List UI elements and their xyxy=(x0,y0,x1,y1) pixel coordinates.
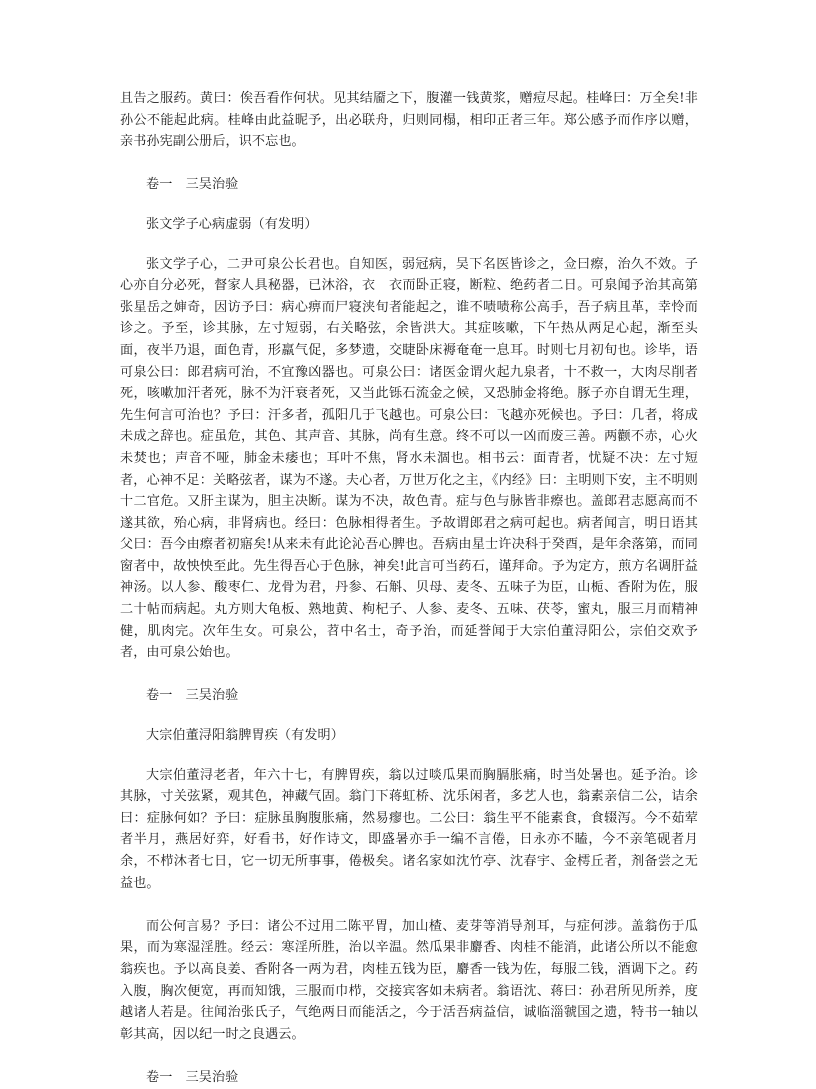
case-title: 张文学子心病虚弱（有发明） xyxy=(146,216,318,232)
body-paragraph: 张文学子心，二尹可泉公长君也。自知医，弱冠病，吴下名医皆诊之，佥曰瘵，治久不效。子心亦自分必死，督家人具秘器，已沐浴，衣 衣而卧正寝，断粒、绝药者二日。可泉闻予治其高第张星岳之婶奇，因访予曰：病心痹而尸寝浃旬者能起之，谁不啧啧称公高手，吾子病且革，幸怜而诊之。予至，诊其脉，左寸短弱，右关略弦，余皆洪大。其症咳嗽，下午热从两足心起，渐至头面，夜半乃退，面色青，形羸气促，多梦遗，交睫卧床褥奄奄一息耳。时则七月初旬也。诊毕，语可泉公曰：郎君病可治，不宜豫凶器也。可泉公曰：诸医金谓火起九泉者，十不救一，大肉尽削者死，咳嗽加汗者死，脉不为汗衰者死，又当此铄石流金之候，又恐肺金将绝。豚子亦自谓无生理，先生何言可治也？予曰：汗多者，孤阳几于飞越也。可泉公曰：飞越亦死候也。予曰：几者，将成未成之辞也。症虽危，其色、其声音、其脉，尚有生意。终不可以一凶而废三善。两颧不赤，心火未焚也；声音不哑，肺金未痿也；耳叶不焦，肾水未涸也。相书云：面青者，忧疑不决：左寸短者，心神不足：关略弦者，谋为不遂。夫心者，万世万化之主，《内经》曰：主明则下安，主不明则十二官危。又肝主谋为，胆主决断。谋为不决，故色青。症与色与脉皆非瘵也。盖郎君志愿高而不遂其欲，殆心病，非肾病也。经曰：色脉相得者生。予故谓郎君之病可起也。病者闻言，明日语其父曰：吾今由瘵者初寤矣!从来未有此论沁吾心脾也。吾病由星士许决科于癸酉，是年余落第，而同窗者中，故怏怏至此。先生得吾心于色脉，神矣!此言可当药石，谨拜命。予为定方，煎方名调肝益神汤。以人参、酸枣仁、龙骨为君，丹参、石斛、贝母、麦冬、五味子为臣，山栀、香附为佐，服二十帖而病起。丸方则大龟板、熟地黄、枸杞子、人参、麦冬、五味、茯苓，蜜丸，服三月而精神健，肌肉完。次年生女。可泉公，苕中名士，奇予治，而延誉闻于大宗伯董浔阳公，宗伯交欢予者，由可泉公始也。 xyxy=(120,256,698,661)
body-paragraph: 且告之服药。黄曰：俟吾看作何状。见其结靥之下，腹灌一钱黄浆，赠痘尽起。桂峰曰：万全矣!非孙公不能起此病。桂峰由此益昵予，出必联舟，归则同榻，相印正者三年。郑公感予而作序以赠，亲书孙宪副公册后，识不忘也。 xyxy=(120,91,698,150)
body-paragraph: 大宗伯董浔老者，年六十七，有脾胃疾，翁以过啖瓜果而胸膈胀痛，时当处暑也。延予治。诊其脉，寸关弦紧，观其色，神藏气固。翁门下蒋虹桥、沈乐闲者，多艺人也，翁素亲信二公，诘余曰：症脉何如？予曰：症脉虽胸腹胀痛，然易瘳也。二公曰：翁生平不能素食，食辍泻。今不茹荤者半月，燕居好弈，好看书，好作诗文，即盛暑亦手一编不言倦，日永亦不瞌，今不亲笔砚者月余，不栉沐者七日，它一切无所事事，倦极矣。诸名家如沈竹亭、沈春宇、金樗丘者，剂备尝之无益也。 xyxy=(120,767,698,891)
case-title: 大宗伯董浔阳翁脾胃疾（有发明） xyxy=(146,728,344,744)
chapter-heading: 卷一 三吴治验 xyxy=(146,177,239,193)
chapter-heading: 卷一 三吴治验 xyxy=(146,1069,239,1085)
body-paragraph: 而公何言易？予曰：诸公不过用二陈平胃，加山楂、麦芽等消导剂耳，与症何涉。盖翁伤于瓜果，而为寒湿淫胜。经云：寒淫所胜，治以辛温。然瓜果非麝香、肉桂不能消，此诸公所以不能愈翁疾也。予以高良姜、香附各一两为君，肉桂五钱为臣，麝香一钱为佐，每服二钱，酒调下之。药入腹，胸次便宽，再而知饿，三服而巾栉，交接宾客如未病者。翁语沈、蒋曰：孙君所见所养，度越诸人若是。往闻治张氏子，气绝两日而能活之，今于活吾病益信，诚临淄虢国之遗，特书一轴以彰其高，因以纪一时之良遇云。 xyxy=(120,918,698,1042)
document-page xyxy=(120,88,698,1089)
chapter-heading: 卷一 三吴治验 xyxy=(146,688,239,704)
